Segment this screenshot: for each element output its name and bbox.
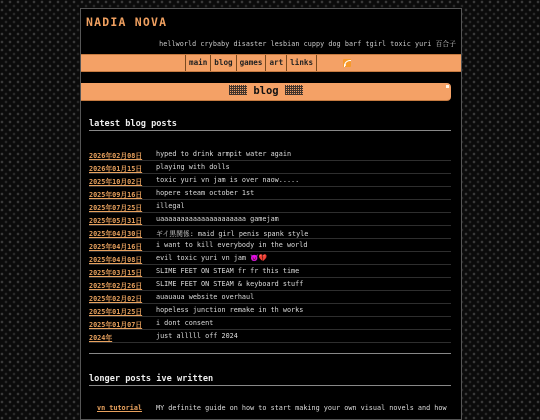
site-tags: hellworld crybaby disaster lesbian cuppy dog barf tgirl toxic yuri 百合子 <box>159 40 456 48</box>
post-date[interactable]: 2025年07月25日 <box>89 204 143 212</box>
post-date[interactable]: 2025年01月25日 <box>89 308 143 316</box>
post-date[interactable]: 2026年02月08日 <box>89 152 143 160</box>
list-item[interactable] <box>89 226 451 239</box>
post-date[interactable]: 2025年01月07日 <box>89 321 143 329</box>
post-date[interactable]: 2025年10月02日 <box>89 178 143 186</box>
post-title[interactable]: ギイ黒関係: maid girl penis spank style <box>156 230 309 238</box>
latest-rule <box>89 130 451 131</box>
post-date[interactable]: 2025年05月31日 <box>89 217 143 225</box>
nav-links[interactable]: links <box>286 55 317 71</box>
list-item[interactable] <box>89 187 451 200</box>
list-item[interactable] <box>89 278 451 291</box>
post-title[interactable]: evil toxic yuri vn jam 😈💔 <box>156 254 268 262</box>
nav-games[interactable]: games <box>236 55 266 71</box>
latest-heading: latest blog posts <box>89 119 177 129</box>
post-date[interactable]: 2025年02月26日 <box>89 282 143 290</box>
site-title[interactable]: NADIA NOVA <box>86 15 168 29</box>
nav-main[interactable]: main <box>185 55 210 71</box>
nav-art[interactable]: art <box>265 55 286 71</box>
list-item[interactable] <box>89 148 451 161</box>
post-title[interactable]: hyped to drink armpit water again <box>156 150 292 158</box>
post-title[interactable]: hopere steam october 1st <box>156 189 255 197</box>
post-title[interactable]: uaaaaaaaaaaaaaaaaaaaaa gamejam <box>156 215 279 223</box>
post-date[interactable]: 2025年02月02日 <box>89 295 143 303</box>
list-item[interactable] <box>89 174 451 187</box>
list-item[interactable] <box>89 161 451 174</box>
post-title[interactable]: illegal <box>156 202 185 210</box>
post-date[interactable]: 2026年01月15日 <box>89 165 143 173</box>
post-title[interactable]: SLIME FEET ON STEAM fr fr this time <box>156 267 300 275</box>
list-item[interactable] <box>89 291 451 304</box>
post-title[interactable]: just alllll off 2024 <box>156 332 238 340</box>
list-item[interactable] <box>89 304 451 317</box>
banner-title: blog <box>253 85 279 97</box>
list-item[interactable] <box>89 317 451 330</box>
page-frame <box>80 8 462 420</box>
list-item[interactable] <box>89 239 451 252</box>
post-tag[interactable]: vn tutorial <box>97 404 143 412</box>
post-title[interactable]: auauaua website overhaul <box>156 293 255 301</box>
list-item[interactable] <box>89 402 451 414</box>
list-item[interactable] <box>89 330 451 343</box>
longer-top-rule <box>89 353 451 354</box>
dither-left-icon <box>229 85 247 95</box>
list-item[interactable] <box>89 265 451 278</box>
nav-bar <box>81 54 461 72</box>
list-item[interactable] <box>89 213 451 226</box>
nav-menu <box>185 55 317 71</box>
post-date[interactable]: 2025年03月15日 <box>89 269 143 277</box>
post-title[interactable]: SLIME FEET ON STEAM & keyboard stuff <box>156 280 304 288</box>
dither-right-icon <box>285 85 303 95</box>
list-item[interactable] <box>89 252 451 265</box>
post-title[interactable]: i dont consent <box>156 319 214 327</box>
post-title[interactable]: toxic yuri vn jam is over naow..... <box>156 176 300 184</box>
post-date[interactable]: 2025年04月16日 <box>89 243 143 251</box>
rss-icon[interactable] <box>343 59 351 67</box>
longer-rule <box>89 385 451 386</box>
post-date[interactable]: 2025年09月16日 <box>89 191 143 199</box>
post-title[interactable]: MY definite guide on how to start making your own visual novels and how <box>156 404 447 412</box>
post-date[interactable]: 2025年04月08日 <box>89 256 143 264</box>
post-title[interactable]: i want to kill everybody in the world <box>156 241 308 249</box>
nav-blog[interactable]: blog <box>210 55 235 71</box>
list-item[interactable] <box>89 200 451 213</box>
post-list <box>89 148 451 343</box>
post-title[interactable]: hopeless junction remake in th works <box>156 306 304 314</box>
post-date[interactable]: 2024年 <box>89 334 113 342</box>
section-banner <box>81 83 451 101</box>
longer-heading: longer posts ive written <box>89 374 214 384</box>
post-date[interactable]: 2025年04月30日 <box>89 230 143 238</box>
post-title[interactable]: playing with dolls <box>156 163 230 171</box>
